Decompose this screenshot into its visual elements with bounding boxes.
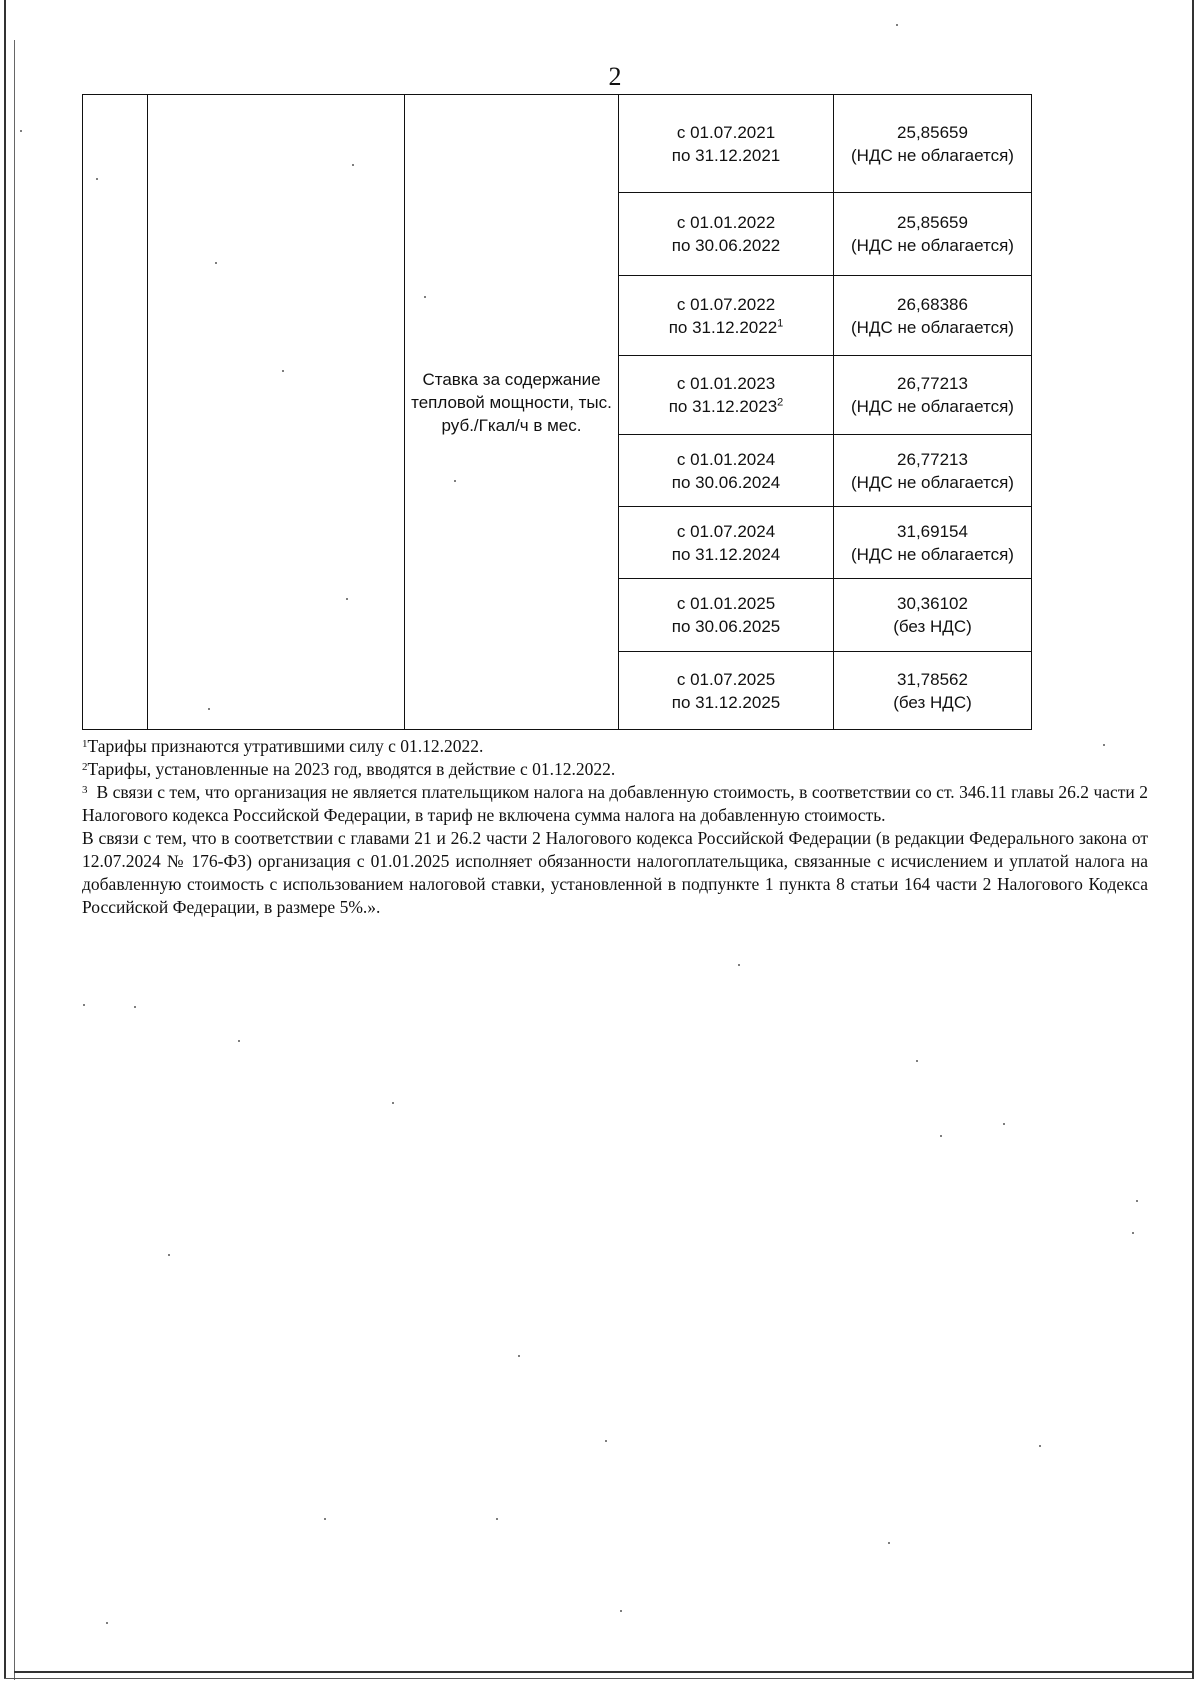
scan-speck xyxy=(916,1060,918,1062)
scan-speck xyxy=(346,598,348,600)
value-cell xyxy=(834,652,1032,730)
footnote-mark: 3 xyxy=(82,784,88,796)
scan-speck xyxy=(208,708,210,710)
scan-speck xyxy=(896,24,898,26)
scan-speck xyxy=(1003,1123,1005,1125)
period-to: по 30.06.2025 xyxy=(671,617,781,636)
page-number: 2 xyxy=(608,62,622,91)
footnote-1 xyxy=(82,735,1148,758)
tariff-value: 26,77213 xyxy=(897,449,968,469)
tariff-value: 26,77213 xyxy=(897,374,968,393)
scan-speck xyxy=(454,480,456,482)
scan-speck xyxy=(620,1610,622,1612)
footnote-mark: 2 xyxy=(82,761,88,773)
tariff-value: 26,68386 xyxy=(897,294,968,314)
tariff-value: 25,85659 xyxy=(897,122,968,142)
scan-speck xyxy=(738,964,740,966)
scan-speck xyxy=(496,1518,498,1520)
vat-note: (НДС не облагается) xyxy=(851,317,1014,337)
scan-border-right xyxy=(1192,0,1194,1679)
scan-speck xyxy=(1039,1445,1041,1447)
footnote-text: Тарифы признаются утратившими силу с 01.12.2022. xyxy=(87,736,484,756)
scan-speck xyxy=(238,1040,240,1042)
period-cell xyxy=(619,356,834,435)
number-column-cell xyxy=(83,95,148,730)
value-cell xyxy=(834,95,1032,193)
rate-label-cell xyxy=(405,95,619,730)
period-cell xyxy=(619,276,834,356)
scan-border-bottom xyxy=(14,1671,1194,1673)
tariff-value: 31,78562 xyxy=(897,669,968,689)
tariff-value: 25,85659 xyxy=(897,213,968,232)
scan-border-outer-bottom xyxy=(4,1678,1194,1679)
scan-speck xyxy=(20,130,22,132)
scan-speck xyxy=(282,370,284,372)
scan-speck xyxy=(1103,744,1105,746)
period-to: по 31.12.2022 xyxy=(668,317,778,337)
footnote-text: В связи с тем, что организация не является плательщиком налога на добавленную стоимость, в соответствии со ст. 346.11 главы 26.2 части 2 Налогового кодекса Российской Федерации, в тариф не включена сумма налога на добавленную стоимость. xyxy=(82,782,1149,825)
scan-speck xyxy=(888,1542,890,1544)
period-to: по 31.12.2023 xyxy=(668,397,778,416)
scan-border-inner-left xyxy=(14,40,15,1680)
footnote-ref: 1 xyxy=(777,316,784,329)
value-cell xyxy=(834,356,1032,435)
vat-note: (НДС не облагается) xyxy=(851,236,1014,255)
period-from: с 01.07.2025 xyxy=(676,669,776,689)
period-cell xyxy=(619,507,834,579)
scan-speck xyxy=(518,1355,520,1357)
period-cell xyxy=(619,95,834,193)
scan-border-left xyxy=(4,0,6,1678)
vat-note: (НДС не облагается) xyxy=(851,472,1014,492)
value-cell xyxy=(834,276,1032,356)
scan-speck xyxy=(134,1006,136,1008)
scan-speck xyxy=(940,1135,942,1137)
footnote-mark: 1 xyxy=(82,738,88,750)
period-to: по 31.12.2021 xyxy=(671,145,781,165)
footnote-2 xyxy=(82,758,1148,781)
scan-speck xyxy=(605,1440,607,1442)
scan-speck xyxy=(1136,1200,1138,1202)
scan-speck xyxy=(352,164,354,166)
scan-speck xyxy=(324,1518,326,1520)
scan-speck xyxy=(424,296,426,298)
value-cell xyxy=(834,579,1032,652)
period-cell xyxy=(619,193,834,276)
scan-speck xyxy=(83,1004,85,1006)
value-cell xyxy=(834,435,1032,507)
period-from: с 01.07.2022 xyxy=(676,294,776,314)
rate-label-text: Ставка за содержание тепловой мощности, тыс. руб./Гкал/ч в мес. xyxy=(411,369,612,435)
table-row xyxy=(83,95,1032,193)
period-from: с 01.01.2023 xyxy=(676,374,776,393)
vat-note: (без НДС) xyxy=(893,692,972,712)
tariff-table xyxy=(82,94,1032,730)
footnote-text: Тарифы, установленные на 2023 год, вводятся в действие с 01.12.2022. xyxy=(87,759,616,779)
value-cell xyxy=(834,193,1032,276)
tariff-table-body xyxy=(83,95,1032,730)
period-from: с 01.01.2025 xyxy=(676,594,776,613)
footnote-3 xyxy=(82,781,1148,827)
period-from: с 01.07.2021 xyxy=(676,122,776,142)
period-to: по 30.06.2022 xyxy=(671,236,781,255)
period-cell xyxy=(619,652,834,730)
tariff-value: 30,36102 xyxy=(897,594,968,613)
scan-speck xyxy=(106,1622,108,1624)
scan-speck xyxy=(96,178,98,180)
vat-note: (НДС не облагается) xyxy=(851,397,1014,416)
period-to: по 31.12.2025 xyxy=(671,692,781,712)
footnotes xyxy=(82,735,1148,919)
vat-note: (без НДС) xyxy=(893,617,972,636)
footnote-ref: 2 xyxy=(777,396,784,409)
vat-note: (НДС не облагается) xyxy=(851,145,1014,165)
value-cell xyxy=(834,507,1032,579)
period-from: с 01.01.2024 xyxy=(676,449,776,469)
period-to: по 31.12.2024 xyxy=(671,544,781,564)
tariff-value: 31,69154 xyxy=(897,521,968,541)
scan-speck xyxy=(215,262,217,264)
scan-speck xyxy=(392,1102,394,1104)
vat-note: (НДС не облагается) xyxy=(851,544,1014,564)
period-from: с 01.01.2022 xyxy=(676,213,776,232)
scan-speck xyxy=(168,1254,170,1256)
period-from: с 01.07.2024 xyxy=(676,521,776,541)
period-cell xyxy=(619,435,834,507)
period-cell xyxy=(619,579,834,652)
scan-speck xyxy=(1132,1232,1134,1234)
period-to: по 30.06.2024 xyxy=(671,472,781,492)
vat-paragraph: В связи с тем, что в соответствии с главами 21 и 26.2 части 2 Налогового кодекса Российской Федерации (в редакции Федерального закона от 12.07.2024 № 176-ФЗ) организация с 01.01.2025 исполняет обязанности налогоплательщика, связанные с исчислением и уплатой налога на добавленную стоимость с использованием налоговой ставки, установленной в подпункте 1 пункта 8 статьи 164 части 2 Налогового Кодекса Российской Федерации, в размере 5%.». xyxy=(82,828,1148,917)
consumer-group-column-cell xyxy=(148,95,405,730)
